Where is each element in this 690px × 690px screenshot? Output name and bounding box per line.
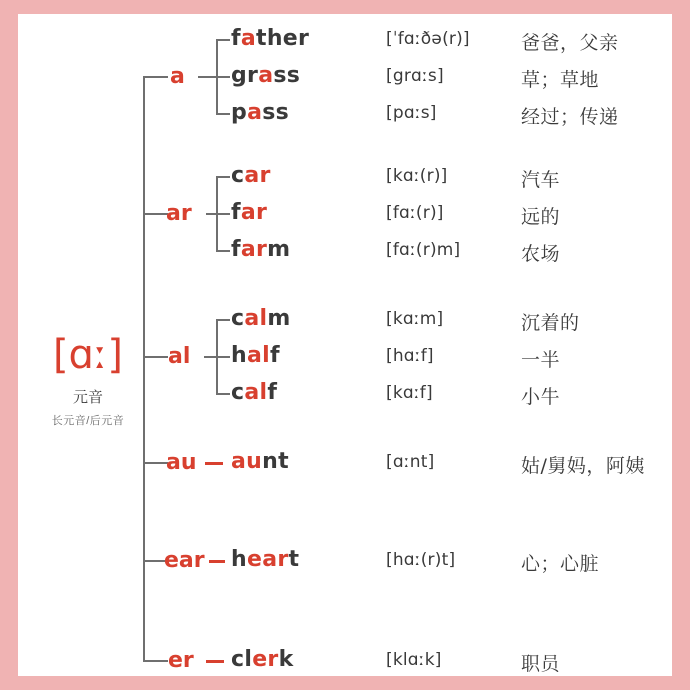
entry-phonetic: [klɑːk] xyxy=(386,650,442,670)
group-label-al: al xyxy=(168,344,191,369)
group-ar-leaf-0 xyxy=(216,176,230,178)
entry-word: clerk xyxy=(231,647,294,672)
entry-phonetic: [ɑːnt] xyxy=(386,452,435,472)
group-al-leaf-1 xyxy=(216,356,230,358)
branch-connector-au xyxy=(143,462,168,464)
entry-word: car xyxy=(231,163,271,188)
entry-meaning: 心；心脏 xyxy=(521,553,600,575)
group-label-ar: ar xyxy=(166,201,192,226)
entry-meaning: 农场 xyxy=(521,243,561,265)
entry-word: aunt xyxy=(231,449,289,474)
group-au-dash xyxy=(205,462,223,465)
entry-meaning: 职员 xyxy=(521,653,561,675)
entry-phonetic: [fɑː(r)] xyxy=(386,203,444,223)
group-ar-stem xyxy=(206,213,216,215)
group-al-leaf-2 xyxy=(216,393,230,395)
group-label-a: a xyxy=(170,64,185,89)
group-al-leaf-0 xyxy=(216,319,230,321)
entry-word: grass xyxy=(231,63,301,88)
group-er-dash xyxy=(206,660,224,663)
entry-meaning: 爸爸，父亲 xyxy=(521,32,619,54)
entry-meaning: 一半 xyxy=(521,349,561,371)
entry-word: calf xyxy=(231,380,278,405)
branch-connector-a xyxy=(143,76,168,78)
entry-word: father xyxy=(231,26,310,51)
phoneme-block xyxy=(28,334,148,428)
group-a-leaf-0 xyxy=(216,39,230,41)
group-label-er: er xyxy=(168,648,194,673)
branch-connector-al xyxy=(143,356,168,358)
entry-word: half xyxy=(231,343,280,368)
entry-phonetic: [fɑː(r)m] xyxy=(386,240,461,260)
group-al-stem xyxy=(204,356,216,358)
group-a-leaf-2 xyxy=(216,113,230,115)
branch-connector-er xyxy=(143,660,168,662)
entry-meaning: 姑/舅妈，阿姨 xyxy=(521,455,645,477)
group-ar-leaf-1 xyxy=(216,213,230,215)
group-ar-leaf-2 xyxy=(216,250,230,252)
trunk-line xyxy=(143,76,145,661)
entry-meaning: 沉着的 xyxy=(521,312,580,334)
entry-phonetic: [grɑːs] xyxy=(386,66,444,86)
branch-connector-ar xyxy=(143,213,168,215)
entry-word: heart xyxy=(231,547,300,572)
entry-word: calm xyxy=(231,306,291,331)
entry-meaning: 汽车 xyxy=(521,169,561,191)
entry-phonetic: [ˈfɑːðə(r)] xyxy=(386,29,470,49)
phoneme-category: 元音 xyxy=(72,389,103,406)
entry-phonetic: [hɑːf] xyxy=(386,346,434,366)
poster-content xyxy=(18,14,672,676)
entry-phonetic: [hɑː(r)t] xyxy=(386,550,456,570)
entry-word: far xyxy=(231,200,268,225)
entry-phonetic: [kɑːm] xyxy=(386,309,444,329)
group-ear-dash xyxy=(209,560,225,563)
entry-meaning: 经过；传递 xyxy=(521,106,619,128)
entry-phonetic: [kɑːf] xyxy=(386,383,433,403)
group-label-au: au xyxy=(166,450,197,475)
entry-meaning: 小牛 xyxy=(521,386,561,408)
entry-phonetic: [kɑː(r)] xyxy=(386,166,448,186)
group-a-stem xyxy=(198,76,216,78)
entry-phonetic: [pɑːs] xyxy=(386,103,437,123)
group-label-ear: ear xyxy=(164,548,205,573)
group-a-leaf-1 xyxy=(216,76,230,78)
entry-meaning: 草；草地 xyxy=(521,69,600,91)
entry-meaning: 远的 xyxy=(521,206,561,228)
phoneme-symbol: [ɑː] xyxy=(52,332,124,378)
entry-word: pass xyxy=(231,100,290,125)
phoneme-subcategory: 长元音/后元音 xyxy=(51,415,125,427)
entry-word: farm xyxy=(231,237,291,262)
